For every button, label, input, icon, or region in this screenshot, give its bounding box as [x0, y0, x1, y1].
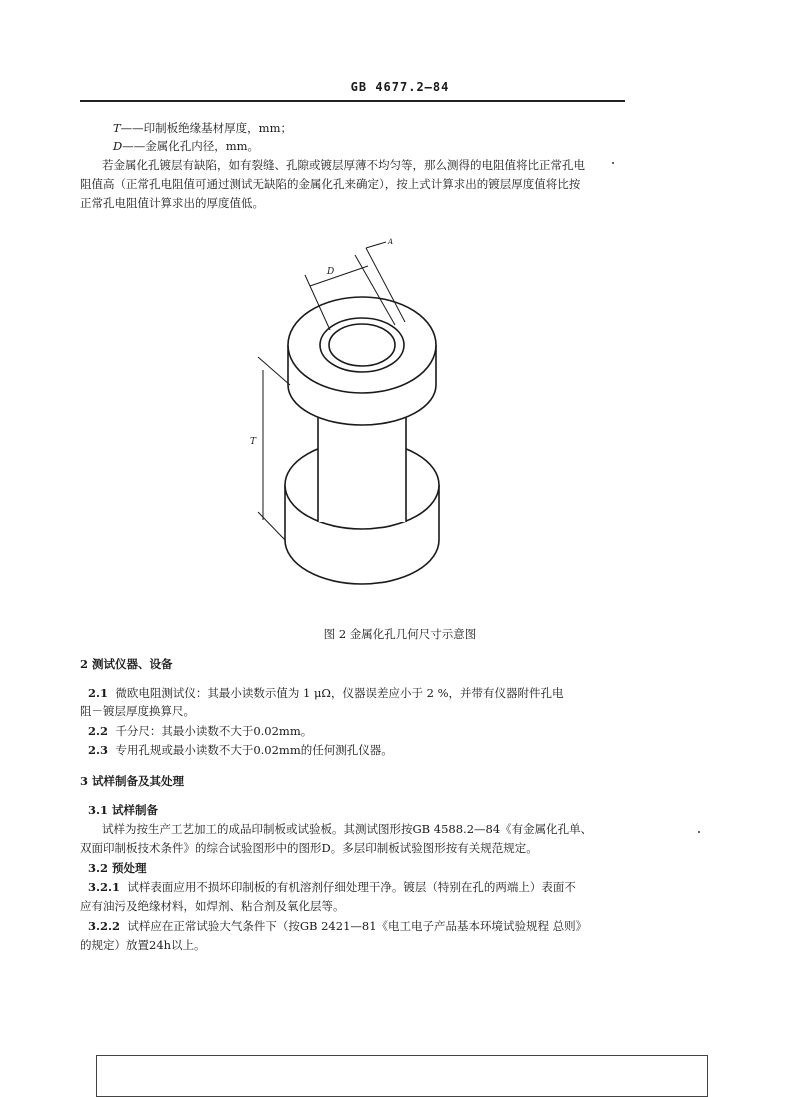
item-3-2-2-cont: 的规定）放置24h以上。 [80, 938, 206, 952]
item-3-2-1-cont: 应有油污及绝缘材料，如焊剂、粘合剂及氧化层等。 [80, 899, 345, 913]
item-number: 2.3 [88, 743, 109, 757]
label-t: T [250, 437, 257, 447]
figure-caption: 图 2 金属化孔几何尺寸示意图 [323, 627, 477, 641]
definition-symbol: T [113, 121, 121, 135]
item-2-3 [88, 743, 393, 757]
item-2-2 [88, 724, 312, 738]
definition-t [113, 121, 292, 135]
scan-speck [612, 162, 614, 164]
scan-speck [698, 831, 700, 833]
section-3-title: 3 试样制备及其处理 [80, 774, 185, 788]
item-2-1-cont: 阻－镀层厚度换算尺。 [80, 704, 195, 718]
item-2-1 [88, 686, 564, 700]
definition-symbol: D [113, 139, 123, 153]
definition-d [113, 139, 259, 153]
item-text: 专用孔规或最小读数不大于0.02mm的任何测孔仪器。 [115, 743, 393, 757]
subsection-3-1-title: 3.1 试样制备 [88, 803, 159, 817]
label-d: D [327, 267, 335, 277]
item-3-2-2 [88, 919, 587, 933]
item-number: 2.1 [88, 686, 109, 700]
hole-geometry-figure [240, 220, 470, 610]
page-header-standard-number: GB 4677.2—84 [350, 80, 450, 94]
item-3-2-1 [88, 880, 576, 894]
subsection-3-1-line-2: 双面印制板技术条件》的综合试验图形中的图形D。多层印制板试验图形按有关规范规定。 [80, 841, 538, 855]
item-text: 试样表面应用不损坏印制板的有机溶剂仔细处理干净。镀层（特别在孔的两端上）表面不 [127, 880, 576, 894]
subsection-3-1-line-1: 试样为按生产工艺加工的成品印制板或试验板。其测试图形按GB 4588.2—84《有金属化孔单、 [102, 822, 593, 836]
subsection-3-2-title: 3.2 预处理 [88, 861, 147, 875]
intro-line-3: 正常孔电阻值计算求出的厚度值低。 [80, 196, 264, 210]
header-rule [80, 100, 625, 102]
a-leader-tail [366, 242, 386, 248]
t-ext-bottom [258, 512, 285, 540]
item-text: 试样应在正常试验大气条件下（按GB 2421—81《电工电子产品基本环境试验规程 总则》 [127, 919, 588, 933]
hole-inner-ring [329, 324, 395, 366]
d-dimension-line [310, 266, 368, 286]
item-number: 3.2.1 [88, 880, 121, 894]
item-text: 千分尺：其最小读数不大于0.02mm。 [115, 724, 313, 738]
intro-line-2: 阻值高（正常孔电阻值可通过测试无缺陷的金属化孔来确定），按上式计算求出的镀层厚度值将比按 [80, 177, 581, 191]
intro-line-1: 若金属化孔镀层有缺陷，如有裂缝、孔隙或镀层厚薄不均匀等，那么测得的电阻值将比正常孔电 [102, 158, 585, 172]
definition-text: ——印制板绝缘基材厚度，mm； [120, 121, 292, 135]
section-2-title: 2 测试仪器、设备 [80, 657, 173, 671]
definition-text: ——金属化孔内径，mm。 [122, 139, 260, 153]
item-number: 2.2 [88, 724, 109, 738]
item-number: 3.2.2 [88, 919, 121, 933]
item-text: 微欧电阻测试仪：其最小读数示值为 1 μΩ，仪器误差应小于 2 %，并带有仪器附件孔电 [115, 686, 564, 700]
label-a: A [388, 238, 394, 246]
